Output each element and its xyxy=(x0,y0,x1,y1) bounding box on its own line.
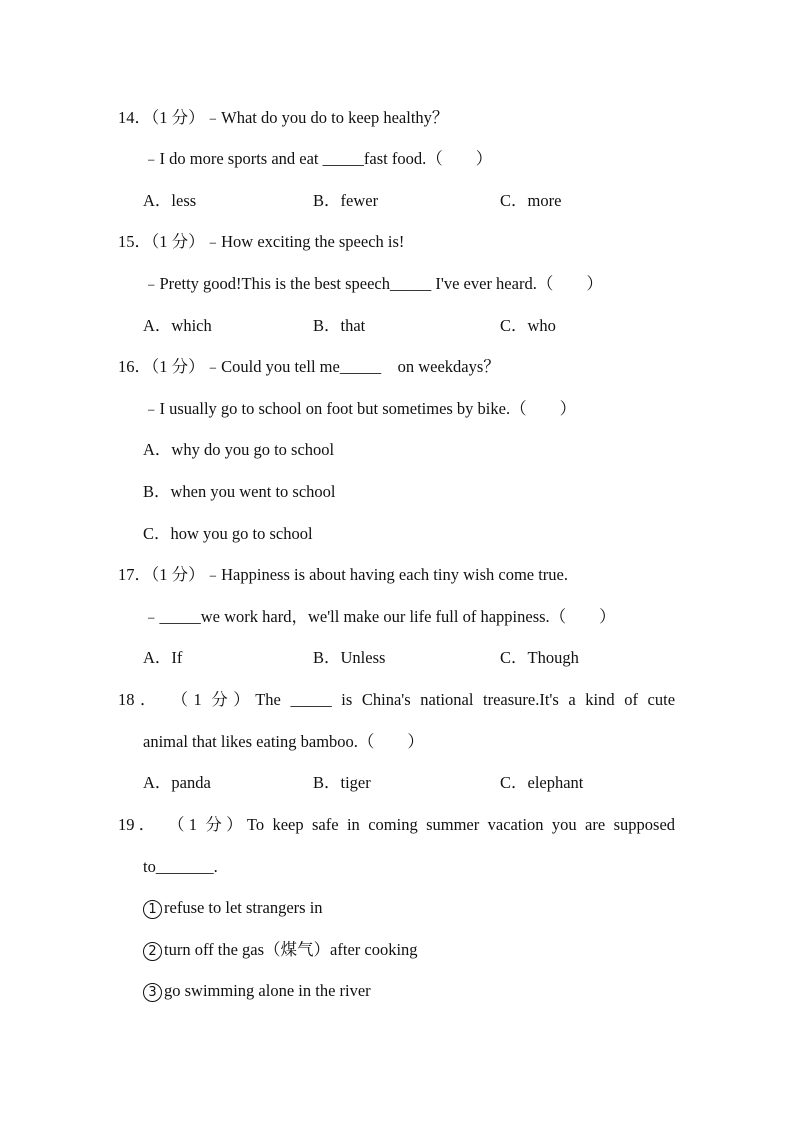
question-14-stem xyxy=(118,108,448,128)
question-text: （1 分）﹣What do you do to keep healthy？ xyxy=(151,108,449,127)
question-18-stem xyxy=(118,690,675,710)
question-14-line2: ﹣I do more sports and eat _____fast food.（ ） xyxy=(143,149,493,168)
option-a[interactable]: A．If xyxy=(143,648,183,667)
circled-number-2: 2 xyxy=(143,942,162,961)
question-text: （1 分）To keep safe in coming summer vacation you are supposed xyxy=(167,815,676,834)
option-c[interactable]: C．how you go to school xyxy=(143,524,313,543)
option-c[interactable]: C．elephant xyxy=(500,773,584,792)
option-a[interactable]: A．less xyxy=(143,191,197,210)
question-19-line2: to_______. xyxy=(143,857,218,876)
list-item xyxy=(143,940,418,961)
question-15-stem xyxy=(118,232,404,252)
list-item-text: refuse to let strangers in xyxy=(164,898,323,917)
question-number: 15． xyxy=(118,232,151,251)
question-16-stem xyxy=(118,357,500,377)
question-number: 14． xyxy=(118,108,151,127)
list-item xyxy=(143,898,323,919)
circled-number-1: 1 xyxy=(143,900,162,919)
question-19-stem xyxy=(118,815,675,835)
question-number: 18． xyxy=(118,690,162,709)
option-a[interactable]: A．which xyxy=(143,316,212,335)
option-b[interactable]: B．when you went to school xyxy=(143,482,336,501)
list-item-text: go swimming alone in the river xyxy=(164,981,371,1000)
list-item xyxy=(143,981,371,1002)
question-18-line2: animal that likes eating bamboo.（ ） xyxy=(143,732,424,751)
question-number: 19． xyxy=(118,815,160,834)
option-a[interactable]: A．panda xyxy=(143,773,211,792)
circled-number-3: 3 xyxy=(143,983,162,1002)
question-text: （1 分）The _____ is China's national treasure.It's a kind of cute xyxy=(171,690,676,709)
question-text: （1 分）﹣How exciting the speech is! xyxy=(151,232,405,251)
option-b[interactable]: B．tiger xyxy=(313,773,371,792)
question-number: 16． xyxy=(118,357,151,376)
option-c[interactable]: C．more xyxy=(500,191,562,210)
option-c[interactable]: C．Though xyxy=(500,648,579,667)
question-15-line2: ﹣Pretty good!This is the best speech_____ I've ever heard.（ ） xyxy=(143,274,603,293)
option-c[interactable]: C．who xyxy=(500,316,556,335)
question-number: 17． xyxy=(118,565,151,584)
list-item-text: turn off the gas（煤气）after cooking xyxy=(164,940,418,959)
question-17-stem xyxy=(118,565,568,585)
question-16-line2: ﹣I usually go to school on foot but sometimes by bike.（ ） xyxy=(143,399,577,418)
question-17-line2: ﹣_____we work hard，we'll make our life full of happiness.（ ） xyxy=(143,607,616,626)
question-text: （1 分）﹣Could you tell me_____ on weekdays？ xyxy=(151,357,500,376)
option-b[interactable]: B．Unless xyxy=(313,648,386,667)
option-b[interactable]: B．that xyxy=(313,316,366,335)
option-a[interactable]: A．why do you go to school xyxy=(143,440,335,459)
option-b[interactable]: B．fewer xyxy=(313,191,379,210)
question-text: （1 分）﹣Happiness is about having each tiny wish come true. xyxy=(151,565,569,584)
